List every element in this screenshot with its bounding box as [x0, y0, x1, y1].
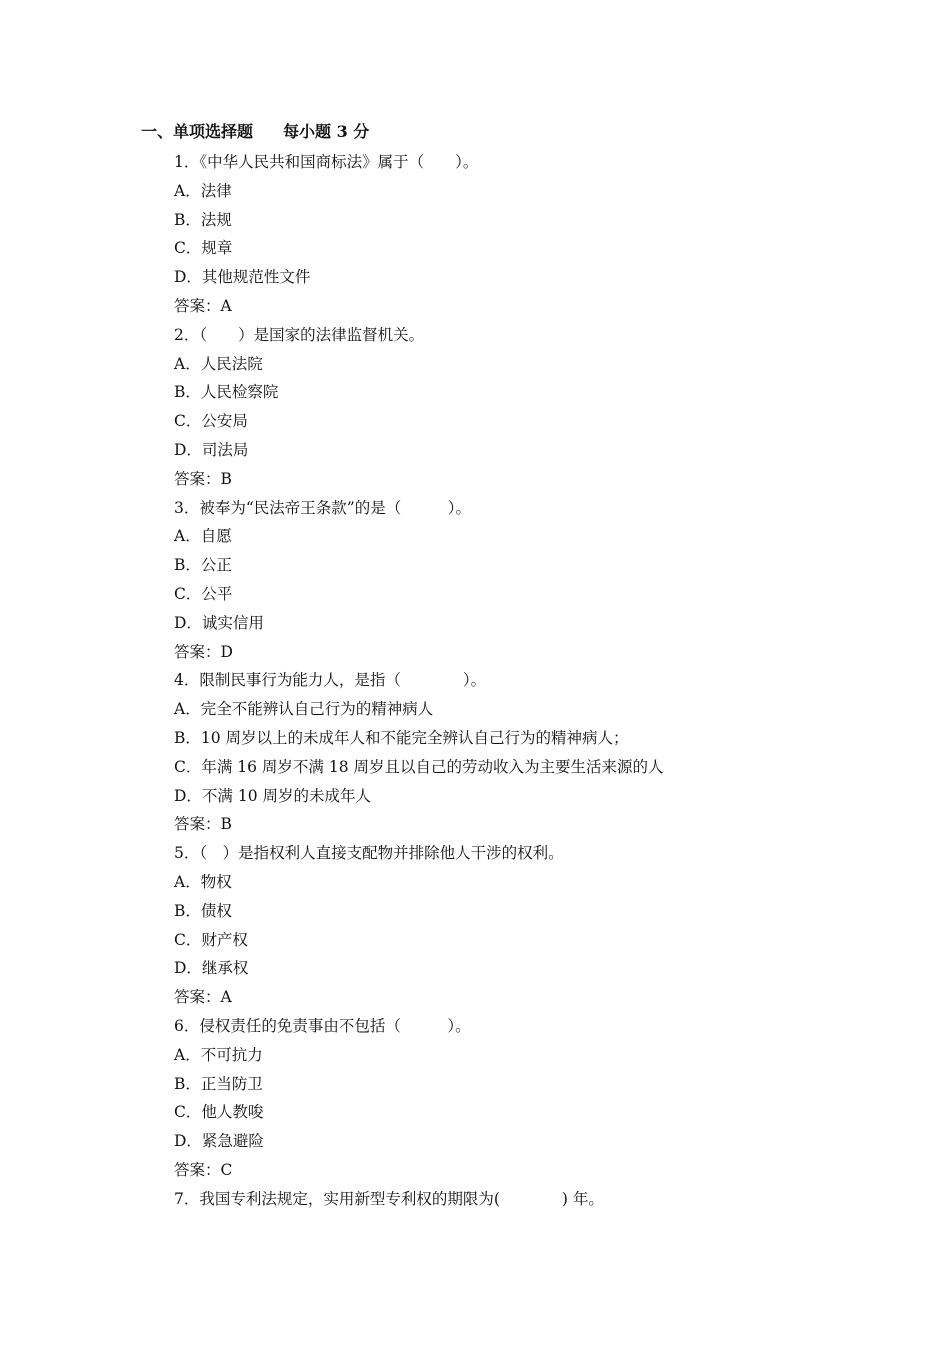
- option-c: C．年满 16 周岁不满 18 周岁且以自己的劳动收入为主要生活来源的人: [174, 757, 664, 776]
- option-d: D．不满 10 周岁的未成年人: [174, 786, 372, 805]
- answer-line: 答案：A: [174, 296, 232, 315]
- answer-line: 答案：C: [174, 1160, 233, 1179]
- question-stem: 7．我国专利法规定，实用新型专利权的期限为( ) 年。: [174, 1189, 604, 1208]
- option-b: B．正当防卫: [174, 1074, 263, 1093]
- section-heading: [141, 120, 369, 144]
- option-d: D．继承权: [174, 959, 249, 978]
- question-list: [174, 148, 874, 1213]
- answer-line: 答案：B: [174, 815, 232, 834]
- option-c: C．他人教唆: [174, 1103, 264, 1122]
- option-c: C．公平: [174, 584, 233, 603]
- question-stem: 4．限制民事行为能力人，是指（ ）。: [174, 671, 487, 690]
- option-d: D．诚实信用: [174, 613, 264, 632]
- option-b: B．法规: [174, 210, 232, 229]
- section-heading-text: 一、单项选择题: [141, 122, 254, 141]
- option-d: D．紧急避险: [174, 1132, 264, 1151]
- answer-line: 答案：D: [174, 642, 233, 661]
- answer-line: 答案：A: [174, 988, 232, 1007]
- question-stem: 1．《中华人民共和国商标法》属于（ ）。: [174, 153, 479, 171]
- option-d: D．其他规范性文件: [174, 268, 311, 287]
- option-b: B．债权: [174, 901, 232, 920]
- option-d: D．司法局: [174, 440, 249, 459]
- question-stem: 3．被奉为“民法帝王条款”的是（ ）。: [174, 498, 471, 517]
- option-a: A．不可抗力: [174, 1045, 263, 1064]
- question-stem: 5．（ ）是指权利人直接支配物并排除他人干涉的权利。: [174, 844, 564, 863]
- option-b: B．10 周岁以上的未成年人和不能完全辨认自己行为的精神病人；: [174, 728, 629, 747]
- question-stem: 6．侵权责任的免责事由不包括（ ）。: [174, 1016, 471, 1035]
- answer-line: 答案：B: [174, 469, 232, 488]
- option-a: A．物权: [174, 872, 232, 891]
- question-stem: 2．（ ）是国家的法律监督机关。: [174, 325, 425, 344]
- option-b: B．人民检察院: [174, 383, 279, 402]
- section-points-text: 每小题 3 分: [283, 122, 370, 141]
- option-a: A．法律: [174, 181, 232, 200]
- option-a: A．完全不能辨认自己行为的精神病人: [174, 700, 434, 719]
- option-a: A．自愿: [174, 527, 232, 546]
- option-c: C．规章: [174, 239, 233, 258]
- option-a: A．人民法院: [174, 354, 263, 373]
- option-c: C．财产权: [174, 930, 248, 949]
- option-c: C．公安局: [174, 412, 248, 431]
- option-b: B．公正: [174, 556, 232, 575]
